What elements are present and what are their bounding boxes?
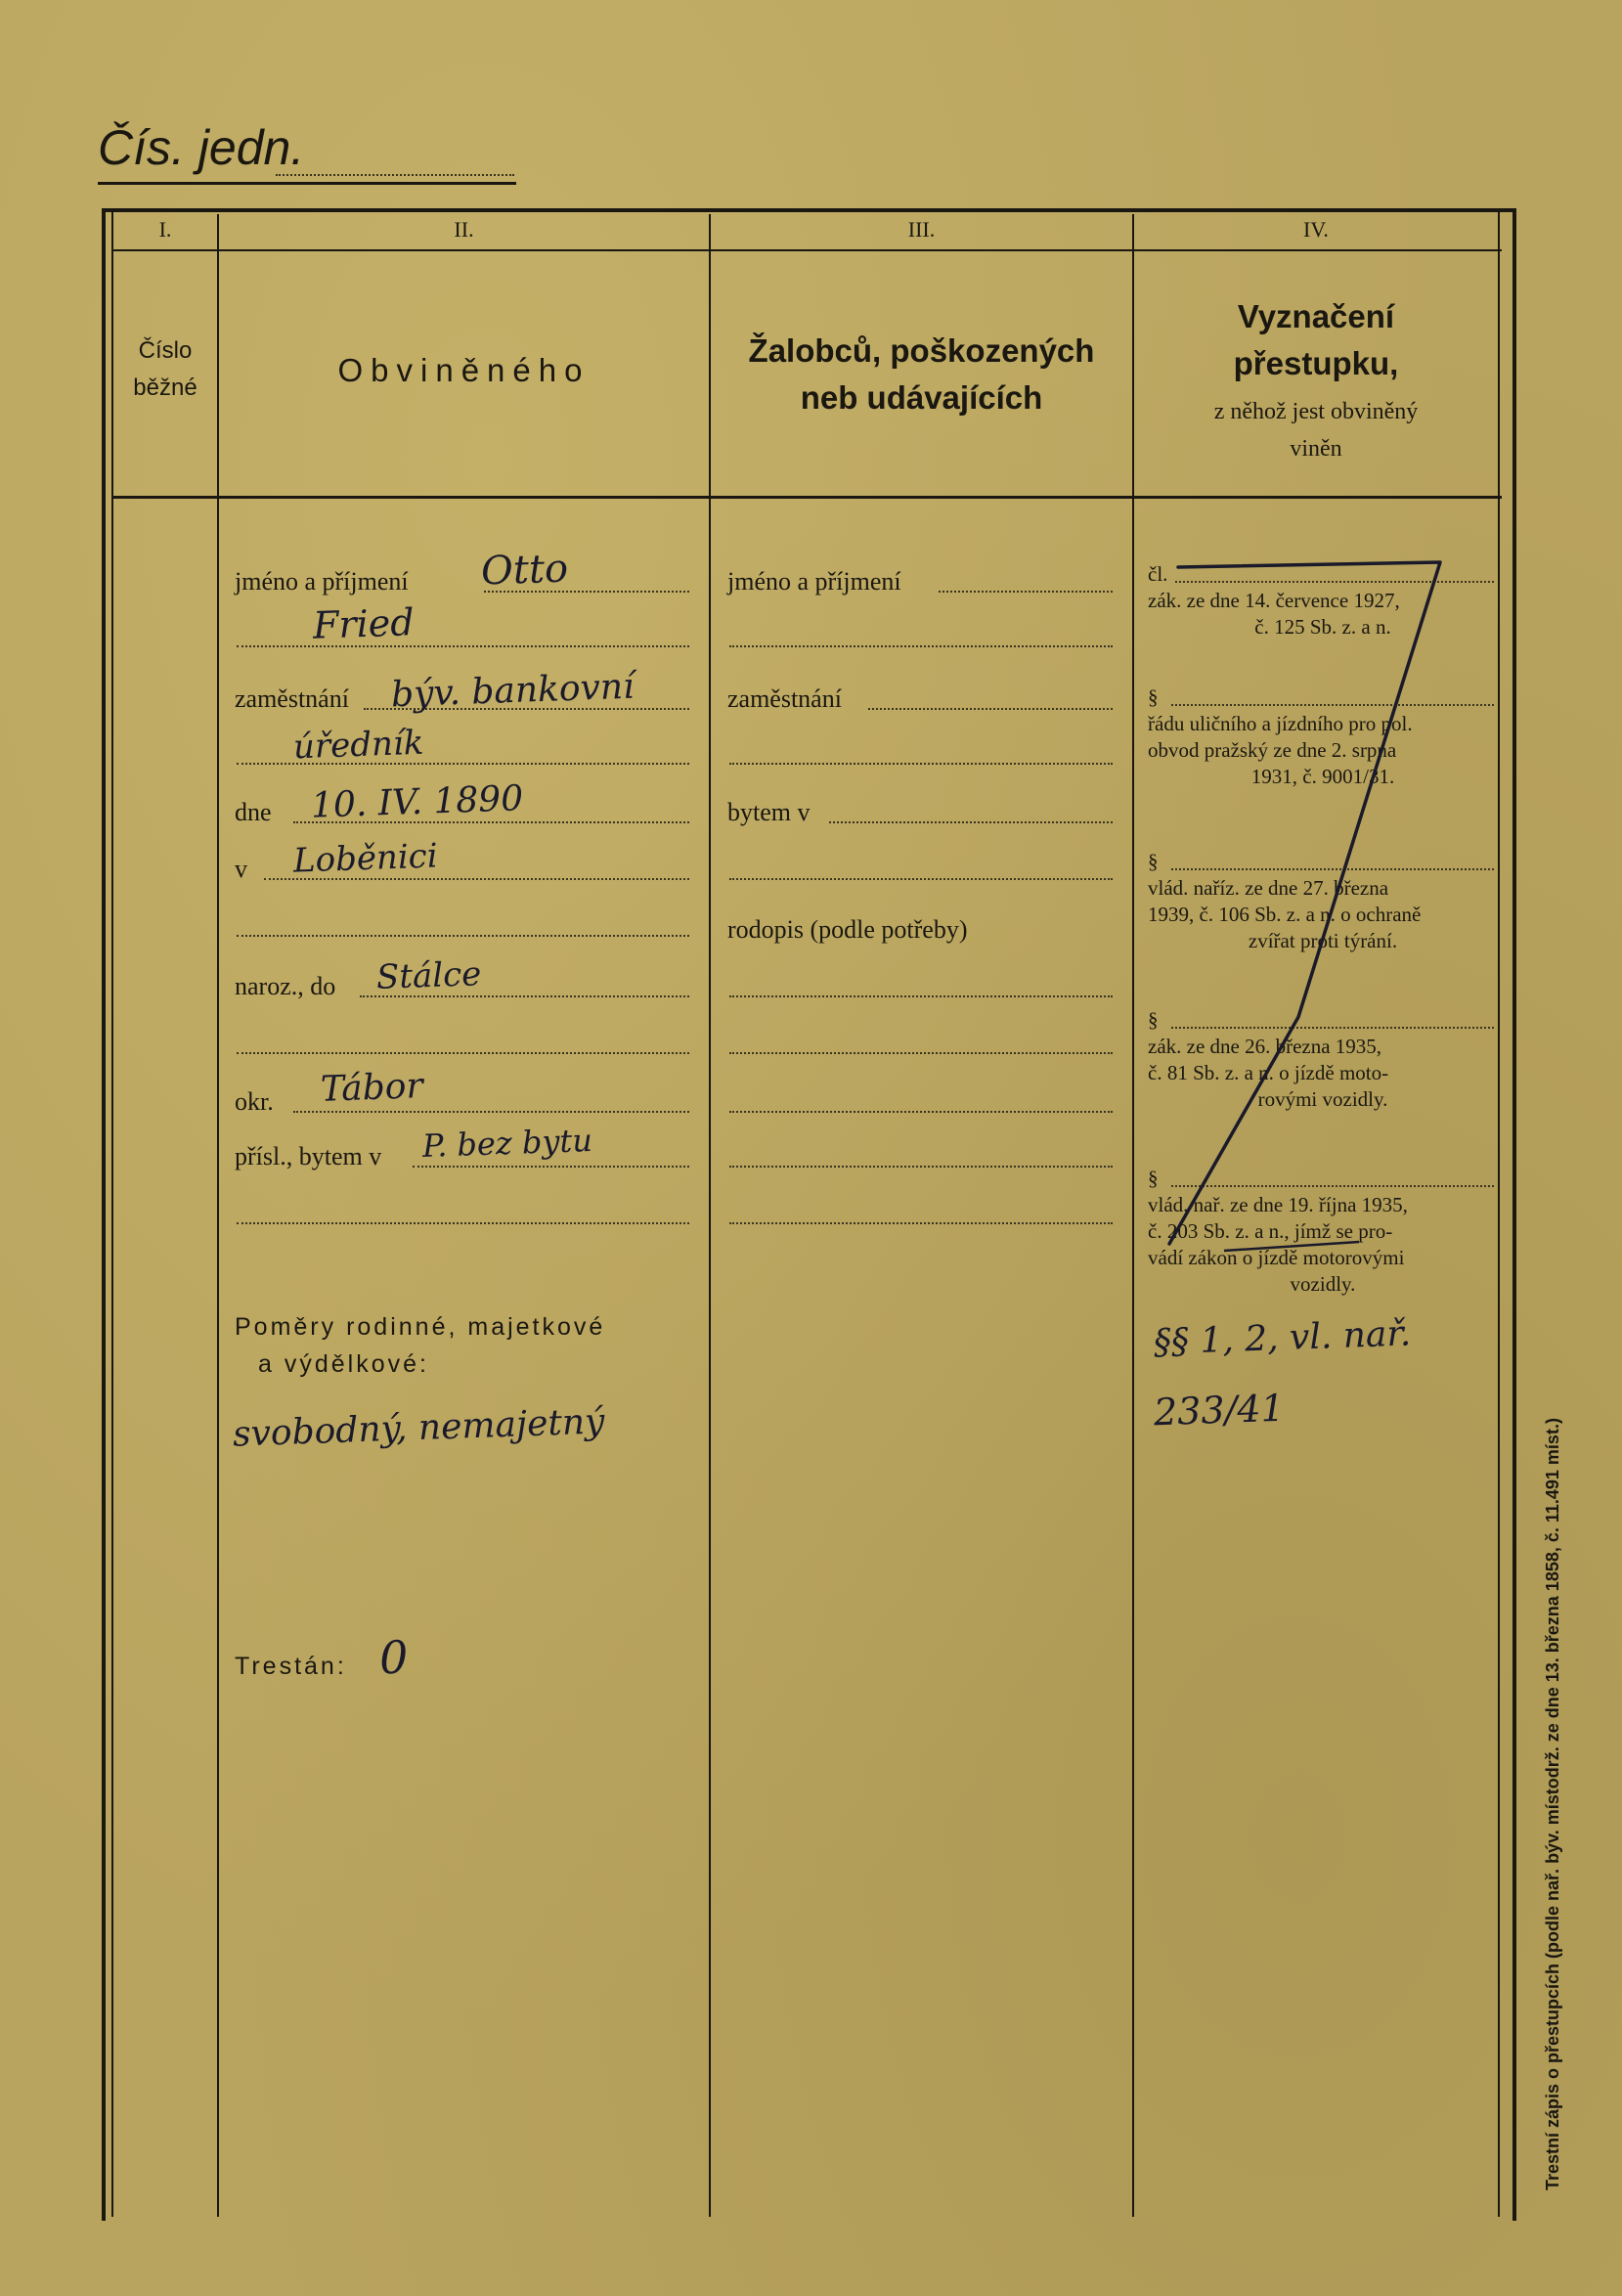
form-sidebar-title: Trestní zápis o přestupcích (podle nař. býv. místodrž. ze dne 13. března 1858, č. 11.491 míst.) (1543, 1418, 1562, 2190)
offence-heading-line-1: Vyznačení (1237, 298, 1395, 334)
column-number-4: IV. (1303, 217, 1329, 242)
jurisdiction-value: Stálce (375, 954, 482, 997)
offence-block-5-line-4: vozidly. (1290, 1272, 1356, 1296)
residence-value: P. bez bytu (421, 1121, 593, 1166)
serial-heading-line-2: běžné (133, 375, 197, 401)
column-number-1: I. (158, 217, 172, 242)
offence-block-4-lead: § (1148, 1008, 1159, 1032)
offence-block-2-lead: § (1148, 685, 1159, 709)
accused-first-name: Otto (480, 546, 569, 595)
circumstances-label-line-2: a výdělkové: (258, 1350, 429, 1378)
punished-value: 0 (378, 1630, 410, 1685)
offence-block-5-lead: § (1148, 1167, 1159, 1190)
column-number-2: II. (454, 217, 474, 242)
plaintiff-bio-label: rodopis (podle potřeby) (727, 915, 968, 944)
offence-block-3-line-1: vlád. naříz. ze dne 27. března (1148, 876, 1389, 900)
offence-block-3-lead: § (1148, 850, 1159, 873)
birth-place-value: Loběnici (292, 836, 439, 881)
birth-place-label: v (235, 855, 247, 883)
offence-block-1-line-1: zák. ze dne 14. července 1927, (1148, 589, 1400, 612)
circumstances-value: svobodný, nemajetný (232, 1401, 606, 1455)
offence-block-2-line-1: řádu uličního a jízdního pro pol. (1148, 712, 1413, 735)
jurisdiction-label: naroz., do (235, 972, 336, 1000)
plaintiffs-heading-line-2: neb udávajících (800, 379, 1043, 416)
offence-heading-line-3: z něhož jest obviněný (1213, 399, 1419, 424)
accused-occupation-label: zaměstnání (235, 684, 349, 713)
accused-surname: Fried (312, 600, 416, 647)
column-heading-accused: Obviněného (337, 352, 591, 388)
offence-block-1-lead: čl. (1148, 562, 1168, 586)
offence-block-4-line-1: zák. ze dne 26. března 1935, (1148, 1035, 1382, 1058)
offence-handwritten-1: §§ 1, 2, vl. nař. (1153, 1313, 1412, 1363)
punished-label: Trestán: (235, 1653, 347, 1680)
district-value: Tábor (320, 1066, 424, 1110)
offence-block-2-line-3: 1931, č. 9001/31. (1250, 765, 1395, 788)
serial-heading-line-1: Číslo (138, 337, 193, 364)
plaintiff-residence-label: bytem v (727, 798, 811, 826)
birth-date-label: dne (235, 798, 272, 826)
accused-occupation-1: býv. bankovní (390, 666, 636, 716)
plaintiff-name-label: jméno a příjmení (727, 567, 901, 596)
offence-block-1-line-2: č. 125 Sb. z. a n. (1254, 615, 1391, 639)
offence-block-4-line-2: č. 81 Sb. z. a n. o jízdě moto- (1148, 1061, 1389, 1084)
offence-block-3-line-2: 1939, č. 106 Sb. z. a n. o ochraně (1148, 903, 1422, 926)
offence-block-5-line-1: vlád. nař. ze dne 19. října 1935, (1148, 1193, 1408, 1216)
offence-block-3-line-3: zvířat proti týrání. (1248, 929, 1398, 952)
offence-heading-line-2: přestupku, (1233, 345, 1399, 381)
birth-date-value: 10. IV. 1890 (310, 778, 524, 826)
offence-handwritten-2: 233/41 (1153, 1386, 1286, 1435)
district-label: okr. (235, 1087, 274, 1116)
circumstances-label-line-1: Poměry rodinné, majetkové (235, 1313, 606, 1341)
accused-name-label: jméno a příjmení (235, 567, 409, 596)
plaintiff-occupation-label: zaměstnání (727, 684, 842, 713)
reference-number-label: Čís. jedn. (98, 120, 305, 175)
residence-label: přísl., bytem v (235, 1142, 382, 1170)
offence-block-2-line-2: obvod pražský ze dne 2. srpna (1148, 738, 1397, 762)
offence-block-5-line-2: č. 203 Sb. z. a n., jímž se pro- (1148, 1219, 1393, 1243)
accused-occupation-2: úředník (292, 723, 425, 768)
offence-block-5-line-3: vádí zákon o jízdě motorovými (1148, 1246, 1405, 1269)
offence-block-4-line-3: rovými vozidly. (1257, 1087, 1388, 1111)
offence-heading-line-4: viněn (1290, 436, 1342, 462)
column-number-3: III. (907, 217, 936, 242)
plaintiffs-heading-line-1: Žalobců, poškozených (748, 332, 1095, 369)
